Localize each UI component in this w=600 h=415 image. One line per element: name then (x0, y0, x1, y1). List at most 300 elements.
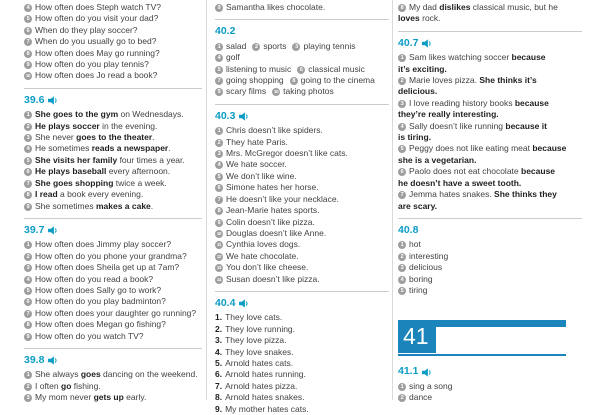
banner-underline (398, 354, 566, 356)
text: My mom never (35, 392, 94, 403)
item-number: 9 (215, 4, 223, 12)
list-item (24, 189, 202, 200)
list-item (215, 369, 389, 380)
list-item (24, 48, 202, 59)
bold-text: because (532, 143, 567, 154)
list-item (24, 2, 202, 13)
text: They love snakes. (225, 346, 294, 357)
item-number: 8 (24, 321, 32, 329)
section-number: 40.4 (215, 296, 236, 309)
item-number: 2 (215, 139, 223, 147)
list-item (24, 319, 202, 330)
item-number: 14 (216, 276, 222, 282)
list-item (398, 251, 582, 262)
item-number: 9. (215, 403, 223, 414)
text: She never (35, 132, 77, 143)
column-middle (215, 2, 389, 415)
text: How often does Jimmy play soccer? (35, 239, 172, 250)
text: How often does Steph watch TV? (35, 2, 162, 12)
item-number: 2 (398, 394, 406, 402)
list-item (215, 41, 246, 51)
list-item (215, 228, 389, 239)
text: How often do you play badminton? (35, 296, 166, 307)
bold-text: it’s exciting. (398, 63, 447, 74)
bold-text: He plays baseball (35, 166, 107, 177)
list-item (24, 13, 202, 24)
section-number: 39.8 (24, 353, 45, 366)
list-item (215, 159, 389, 170)
text: Simone hates her horse. (226, 182, 319, 193)
item-number: 2 (398, 77, 406, 85)
list-item (215, 86, 266, 96)
list-item (215, 205, 389, 216)
list-item (215, 274, 389, 285)
section-heading-41.1 (398, 366, 582, 377)
bold-text: they’re really interesting. (398, 109, 499, 120)
item-number: 6 (24, 168, 32, 176)
text: She sometimes (35, 200, 96, 211)
item-number: 3 (292, 43, 300, 51)
list-item (398, 392, 582, 403)
speaker-icon (422, 39, 432, 48)
list-item (24, 166, 202, 177)
item-number: 4 (24, 276, 32, 284)
column-left (24, 2, 202, 404)
bold-text: reads a newspaper (91, 143, 169, 154)
list-item (24, 274, 202, 285)
text: Susan doesn’t like pizza. (226, 273, 320, 284)
text: Sally doesn’t like running (409, 120, 506, 131)
bold-text: She goes shopping (35, 177, 114, 188)
item-number: 8 (24, 191, 32, 199)
item-number: 1 (24, 111, 32, 119)
item-number: 5 (398, 287, 406, 295)
item-number: 2 (24, 383, 32, 391)
item-number: 6 (297, 66, 305, 74)
text: Colin doesn’t like pizza. (226, 216, 315, 227)
bold-text: he doesn’t have a sweet tooth. (398, 177, 522, 188)
text: Arnold hates snakes. (225, 392, 305, 403)
text: They love pizza. (225, 335, 287, 346)
bold-text: because (521, 166, 556, 177)
item-number: 4 (24, 145, 32, 153)
list-item (215, 324, 389, 335)
text: How often does May go running? (35, 47, 160, 58)
section-heading-40.3 (215, 111, 389, 122)
text: dance (409, 392, 433, 403)
list-item (215, 392, 389, 403)
text: How often does Jo read a book? (35, 70, 158, 81)
speaker-icon (48, 96, 58, 105)
list-item (24, 132, 202, 143)
item-number: 9 (24, 333, 32, 341)
list-item (215, 171, 389, 182)
item-number: 2 (398, 253, 406, 261)
bold-text: She thinks it’s (479, 75, 537, 86)
section-divider (24, 218, 202, 219)
list-item (297, 64, 365, 74)
item-number: 10 (25, 73, 31, 79)
text: She always (35, 369, 81, 380)
text: rock. (419, 13, 441, 24)
text: How often do you phone your grandma? (35, 250, 187, 261)
chapter-banner (398, 320, 566, 356)
item-number: 13 (216, 265, 222, 271)
list-item (24, 155, 202, 166)
text: Arnold hates pizza. (225, 380, 298, 391)
section-heading-40.7 (398, 38, 582, 49)
list-item (24, 392, 202, 403)
speaker-icon (239, 112, 249, 121)
list-item (252, 41, 286, 51)
text: We don’t like wine. (226, 170, 297, 181)
section-divider (398, 31, 582, 32)
text: Cynthia loves dogs. (226, 239, 301, 250)
item-number: 3. (215, 335, 223, 346)
list-item (398, 52, 582, 75)
bold-text: delicious. (398, 86, 438, 97)
item-number: 1 (215, 127, 223, 135)
item-number: 2. (215, 323, 223, 334)
item-number: 3 (24, 264, 32, 272)
list-item (398, 285, 582, 296)
item-number: 5 (24, 15, 32, 23)
item-number: 2 (252, 43, 260, 51)
column-divider (392, 0, 393, 400)
section-number: 40.7 (398, 36, 419, 49)
item-number: 2 (24, 123, 32, 131)
word-row (215, 75, 389, 86)
list-item (398, 2, 582, 25)
bold-text: dislikes (439, 2, 471, 12)
text: Jean-Marie hates sports. (226, 205, 320, 216)
list-item (215, 358, 389, 369)
text: How often do you visit your dad? (35, 13, 159, 24)
text: . (168, 143, 171, 154)
word-row (215, 86, 389, 97)
text: He doesn’t like your necklace. (226, 193, 339, 204)
text: My mother hates cats. (225, 403, 309, 414)
text: tiring (409, 284, 428, 295)
item-number: 2 (24, 253, 32, 261)
item-number: 7 (24, 310, 32, 318)
item-number: 7 (215, 77, 223, 85)
item-number: 5 (215, 66, 223, 74)
list-item (215, 312, 389, 323)
word-row (215, 64, 389, 75)
section-divider (215, 104, 389, 105)
text: Arnold hates running. (225, 369, 306, 380)
section-number: 41.1 (398, 365, 419, 378)
text: early. (123, 392, 147, 403)
text: in the evening. (99, 120, 158, 131)
chapter-number: 41 (398, 320, 436, 353)
list-item (215, 137, 389, 148)
list-item (24, 178, 202, 189)
list-item (398, 239, 582, 250)
list-item (215, 182, 389, 193)
list-item (398, 381, 582, 392)
text: sports (263, 40, 287, 51)
section-heading-40.4 (215, 298, 389, 309)
list-item (215, 125, 389, 136)
item-number: 4 (398, 123, 406, 131)
bold-text: go (61, 380, 72, 391)
list-item (290, 75, 375, 85)
item-number: 9 (24, 61, 32, 69)
text: Jemma hates snakes. (409, 189, 495, 200)
item-number: 4. (215, 346, 223, 357)
text: playing tennis (303, 40, 356, 51)
item-number: 8 (290, 77, 298, 85)
bold-text: makes a cake (95, 200, 151, 211)
text: classical music, but he (470, 2, 558, 12)
text: When do they play soccer? (35, 24, 138, 35)
item-number: 3 (24, 134, 32, 142)
list-item (215, 335, 389, 346)
text: He sometimes (35, 143, 92, 154)
list-item (24, 381, 202, 392)
item-number: 1 (398, 383, 406, 391)
item-number: 1 (398, 241, 406, 249)
text: Mrs. McGregor doesn’t like cats. (226, 148, 348, 159)
column-divider (206, 0, 207, 400)
bold-text: gets up (93, 392, 124, 403)
list-item (24, 143, 202, 154)
text: My dad (409, 2, 440, 12)
bold-text: goes (80, 369, 101, 380)
section-divider (215, 291, 389, 292)
text: You don’t like cheese. (226, 262, 309, 273)
text: Paolo does not eat chocolate (409, 166, 521, 177)
text: I often (35, 380, 61, 391)
list-item (24, 251, 202, 262)
list-item (24, 369, 202, 380)
text: salad (226, 40, 247, 51)
text: classical music (308, 63, 365, 74)
list-item (215, 251, 389, 262)
text: They love cats. (225, 312, 283, 323)
list-item (215, 347, 389, 358)
word-row (215, 41, 389, 64)
text: They hate Paris. (226, 136, 288, 147)
item-number: 7 (398, 191, 406, 199)
item-number: 12 (216, 253, 222, 259)
text: When do you usually go to bed? (35, 36, 157, 47)
list-item (24, 59, 202, 70)
speaker-icon (48, 226, 58, 235)
item-number: 3 (398, 100, 406, 108)
item-number: 1 (215, 43, 223, 51)
text: golf (226, 52, 240, 63)
item-number: 7 (24, 38, 32, 46)
list-item (24, 262, 202, 273)
text: They love running. (225, 323, 296, 334)
list-item (24, 201, 202, 212)
bold-text: I read (35, 189, 58, 200)
text: listening to music (226, 63, 292, 74)
bold-text: She goes to the gym (35, 109, 119, 120)
text: boring (409, 273, 433, 284)
text: We hate soccer. (226, 159, 287, 170)
item-number: 3 (398, 264, 406, 272)
text: on Wednesdays. (118, 109, 184, 120)
list-item (24, 70, 202, 81)
item-number: 8 (398, 4, 406, 12)
bold-text: She thinks they (494, 189, 557, 200)
section-divider (215, 19, 389, 20)
column-right (398, 2, 582, 404)
item-number: 9 (24, 203, 32, 211)
list-item (24, 285, 202, 296)
item-number: 9 (215, 88, 223, 96)
bold-text: because (511, 52, 546, 63)
list-item (215, 2, 389, 13)
section-heading-40.8 (398, 225, 582, 236)
text: four times a year. (117, 154, 185, 165)
text: Chris doesn’t like spiders. (226, 125, 323, 136)
list-item (398, 121, 582, 144)
list-item (398, 98, 582, 121)
bold-text: He plays soccer (35, 120, 100, 131)
text: I love reading history books (409, 97, 515, 108)
list-item (24, 308, 202, 319)
item-number: 6 (215, 184, 223, 192)
item-number: 11 (215, 241, 223, 249)
section-heading-39.7 (24, 225, 202, 236)
list-item (24, 121, 202, 132)
text: Sam likes watching soccer (409, 52, 512, 63)
item-number: 6 (24, 27, 32, 35)
text: Douglas doesn’t like Anne. (226, 227, 327, 238)
item-number: 7 (215, 196, 223, 204)
speaker-icon (422, 368, 432, 377)
section-number: 40.2 (215, 25, 236, 38)
list-item (24, 25, 202, 36)
text: delicious (409, 262, 443, 273)
section-divider (24, 348, 202, 349)
text: Arnold hates cats. (225, 357, 294, 368)
text: scary films (226, 86, 267, 97)
bold-text: are scary. (398, 200, 438, 211)
list-item (24, 109, 202, 120)
section-heading-39.6 (24, 95, 202, 106)
list-item (215, 194, 389, 205)
item-number: 4 (398, 276, 406, 284)
list-item (215, 404, 389, 415)
item-number: 1 (24, 371, 32, 379)
item-number: 10 (274, 89, 279, 95)
item-number: 5. (215, 357, 223, 368)
bold-text: loves (398, 13, 420, 24)
item-number: 1 (24, 241, 32, 249)
section-number: 39.6 (24, 93, 45, 106)
text: twice a week. (113, 177, 167, 188)
section-divider (24, 88, 202, 89)
item-number: 5 (24, 287, 32, 295)
list-item (215, 75, 284, 85)
item-number: 7 (24, 180, 32, 188)
list-item (24, 331, 202, 342)
text: How often does Sally go to work? (35, 284, 162, 295)
text: How often does Sheila get up at 7am? (35, 262, 180, 273)
item-number: 1. (215, 312, 223, 323)
list-item (398, 262, 582, 273)
text: sing a song (409, 380, 453, 391)
speaker-icon (239, 299, 249, 308)
text: How often do you play tennis? (35, 59, 149, 70)
item-number: 5 (215, 173, 223, 181)
item-number: 4 (215, 161, 223, 169)
item-number: 7. (215, 380, 223, 391)
list-item (398, 166, 582, 189)
text: How often does your daughter go running? (35, 307, 197, 318)
bold-text: because it (505, 120, 547, 131)
bold-text: because (514, 97, 549, 108)
list-item (24, 296, 202, 307)
item-number: 8 (215, 207, 223, 215)
section-heading-39.8 (24, 355, 202, 366)
list-item (398, 274, 582, 285)
list-item (215, 239, 389, 250)
section-heading-40.2 (215, 26, 389, 37)
text: How often do you read a book? (35, 273, 154, 284)
item-number: 10 (216, 230, 222, 236)
list-item (272, 86, 334, 96)
text: going to the cinema (300, 75, 375, 86)
item-number: 5 (398, 145, 406, 153)
bold-text: She visits her family (35, 154, 118, 165)
list-item (215, 52, 240, 62)
item-number: 9 (215, 219, 223, 227)
list-item (215, 217, 389, 228)
item-number: 8. (215, 392, 223, 403)
item-number: 8 (24, 50, 32, 58)
section-number: 40.3 (215, 109, 236, 122)
speaker-icon (48, 356, 58, 365)
text: dancing on the weekend. (100, 369, 198, 380)
text: taking photos (283, 86, 334, 97)
bold-text: goes to the theater (76, 132, 153, 143)
list-item (24, 239, 202, 250)
list-item (398, 143, 582, 166)
item-number: 3 (24, 394, 32, 402)
text: a book every evening. (57, 189, 144, 200)
text: Peggy does not like eating meat (409, 143, 533, 154)
item-number: 6 (398, 168, 406, 176)
text: going shopping (226, 75, 284, 86)
item-number: 3 (215, 150, 223, 158)
list-item (398, 189, 582, 212)
text: every afternoon. (106, 166, 171, 177)
item-number: 4 (215, 54, 223, 62)
list-item (215, 148, 389, 159)
list-item (215, 262, 389, 273)
item-number: 6 (24, 298, 32, 306)
text: Marie loves pizza. (409, 75, 480, 86)
text: interesting (409, 250, 449, 261)
text: How often do you watch TV? (35, 330, 144, 341)
banner-top-bar (436, 320, 566, 327)
text: hot (409, 239, 421, 250)
list-item (398, 75, 582, 98)
bold-text: is tiring. (398, 132, 432, 143)
item-number: 6. (215, 369, 223, 380)
list-item (292, 41, 355, 51)
list-item (215, 64, 291, 74)
text: fishing. (71, 380, 101, 391)
list-item (24, 36, 202, 47)
